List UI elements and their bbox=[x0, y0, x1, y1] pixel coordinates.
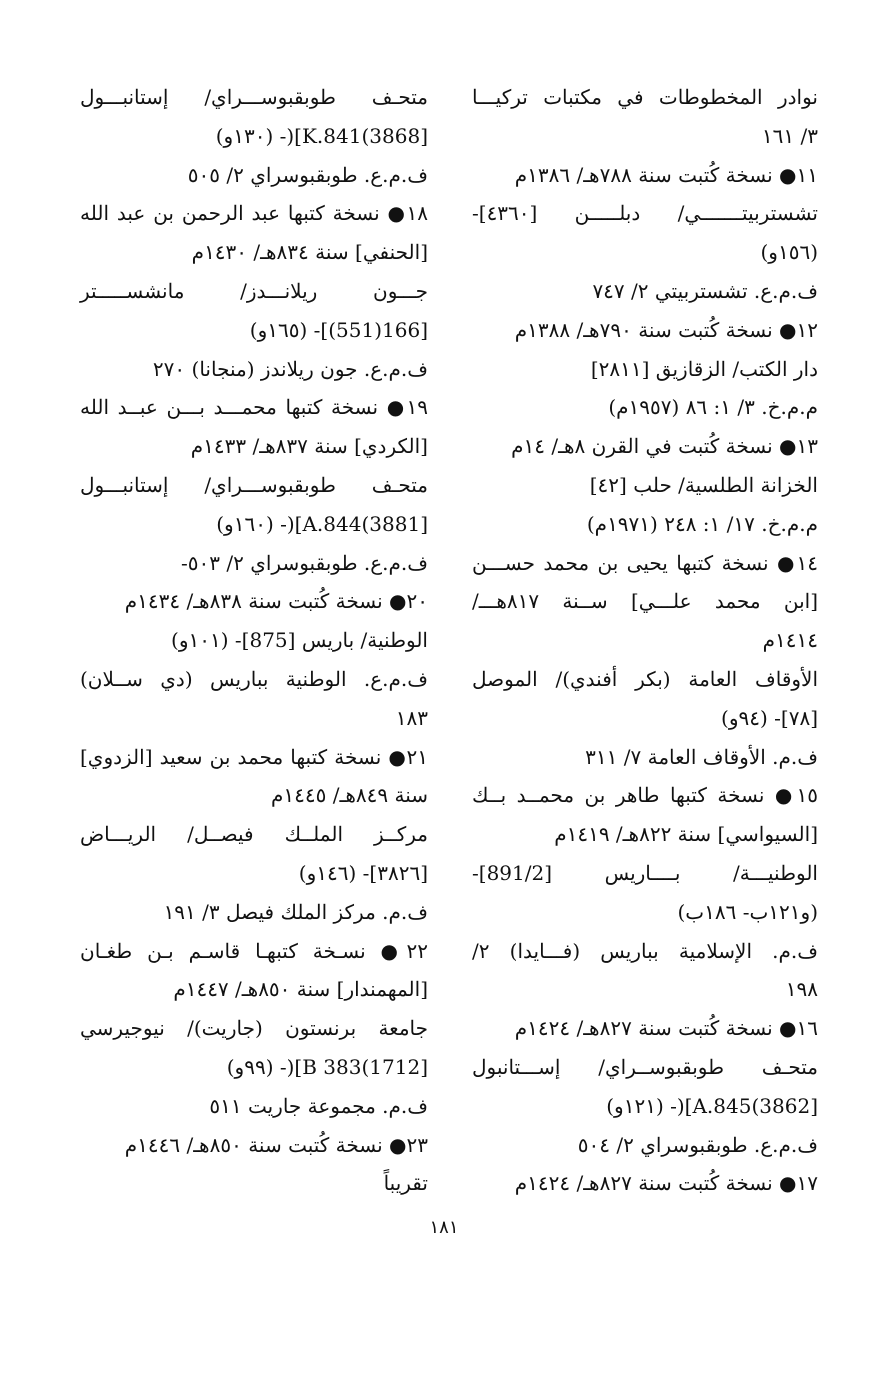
text-line: ف.م. الإسلامية بباريس (فـــايدا) ٢/ bbox=[472, 938, 818, 963]
text-line: ١٥● نسخة كتبها طاهر بن محمــد بــك bbox=[472, 783, 818, 808]
text-line: ٢٢● نسـخة كتبهـا قاسـم بـن طغـان bbox=[80, 938, 428, 963]
text-line: م.م.خ. ٣/ ١: ٨٦ (١٩٥٧م) bbox=[608, 395, 818, 420]
text-line: (١٥٦و) bbox=[760, 240, 818, 265]
text-line: دار الكتب/ الزقازيق [٢٨١١] bbox=[590, 356, 818, 381]
text-line: ١٨● نسخة كتبها عبد الرحمن بن عبد الله bbox=[80, 201, 428, 226]
text-line: ١٣● نسخة كُتبت في القرن ٨هـ/ ١٤م bbox=[511, 434, 818, 459]
text-line: ١٧● نسخة كُتبت سنة ٨٢٧هـ/ ١٤٢٤م bbox=[514, 1171, 818, 1196]
text-line: مركــز الملــك فيصــل/ الريـــاض bbox=[80, 822, 428, 847]
text-line: الأوقاف العامة (بكر أفندي)/ الموصل bbox=[472, 666, 818, 691]
text-line: ف.م.ع. الوطنية بباريس (دي ســلان) bbox=[80, 666, 428, 691]
text-line: الوطنيـــة/ بــــاريس [891/2]- bbox=[472, 860, 818, 885]
text-line: [3868)K.841](- (١٣٠و) bbox=[215, 123, 428, 148]
text-line: الخزانة الطلسية/ حلب [٤٢] bbox=[589, 472, 818, 497]
text-line: نوادر المخطوطات في مكتبات تركيـــا bbox=[472, 85, 818, 109]
text-line: ف.م. مجموعة جاريت ٥١١ bbox=[209, 1093, 428, 1118]
text-line: ٢١● نسخة كتبها محمد بن سعيد [الزدوي] bbox=[80, 744, 428, 769]
text-line: ف.م.ع. طوبقبوسراي ٢/ ٥٠٥ bbox=[187, 162, 428, 187]
text-line: [المهمندار] سنة ٨٥٠هـ/ ١٤٤٧م bbox=[173, 977, 428, 1002]
text-line: ١١● نسخة كُتبت سنة ٧٨٨هـ/ ١٣٨٦م bbox=[514, 162, 818, 187]
right-column bbox=[472, 78, 818, 1203]
text-line: جامعة برنستون (جاريت)/ نيوجيرسي bbox=[80, 1016, 428, 1041]
text-line: الوطنية/ باريس [875]- (١٠١و) bbox=[171, 628, 428, 653]
text-line: ٢٣● نسخة كُتبت سنة ٨٥٠هـ/ ١٤٤٦م bbox=[124, 1132, 428, 1157]
text-line: [166(551)]- (١٦٥و) bbox=[249, 317, 428, 342]
text-line: ١٤● نسخة كتبها يحيى بن محمد حســـن bbox=[472, 550, 818, 575]
text-line: سنة ٨٤٩هـ/ ١٤٤٥م bbox=[271, 783, 428, 808]
text-line: ف.م. الأوقاف العامة ٧/ ٣١١ bbox=[585, 744, 818, 769]
text-line: [الكردي] سنة ٨٣٧هـ/ ١٤٣٣م bbox=[190, 434, 428, 459]
text-line: [3881)A.844](- (١٦٠و) bbox=[216, 511, 428, 536]
text-line: ٢٠● نسخة كُتبت سنة ٨٣٨هـ/ ١٤٣٤م bbox=[124, 589, 428, 614]
text-line: تقريباً bbox=[383, 1171, 428, 1196]
text-line: ١٨٣ bbox=[395, 705, 428, 730]
text-line: [السيواسي] سنة ٨٢٢هـ/ ١٤١٩م bbox=[554, 822, 818, 847]
text-line: متحـف طوبقبوســـراي/ إستانبـــول bbox=[80, 85, 428, 109]
page-number: ١٨١ bbox=[429, 1217, 459, 1238]
text-line: [3862)A.845](- (١٢١و) bbox=[606, 1093, 818, 1118]
text-line: م.م.خ. ١٧/ ١: ٢٤٨ (١٩٧١م) bbox=[586, 511, 818, 536]
text-line: [٣٨٢٦]- (١٤٦و) bbox=[298, 860, 428, 885]
text-line: ١٤١٤م bbox=[762, 628, 818, 653]
text-line: ١٩٨ bbox=[785, 977, 818, 1002]
text-line: ف.م.ع. طوبقبوسراي ٢/ ٥٠٤ bbox=[577, 1132, 818, 1157]
text-line: (و١٢١ب- ١٨٦ب) bbox=[677, 899, 818, 924]
text-line: ف.م.ع. جون ريلاندز (منجانا) ٢٧٠ bbox=[152, 356, 428, 381]
text-line: [٧٨]- (٩٤و) bbox=[721, 705, 818, 730]
text-line: ف.م. مركز الملك فيصل ٣/ ١٩١ bbox=[163, 899, 428, 924]
text-line: ف.م.ع. تشستربيتي ٢/ ٧٤٧ bbox=[592, 278, 818, 303]
text-line: [1712)383 B](- (٩٩و) bbox=[226, 1054, 428, 1079]
text-line: [الحنفي] سنة ٨٣٤هـ/ ١٤٣٠م bbox=[191, 240, 428, 265]
text-line: متحـف طوبقبوســراي/ إســـتانبول bbox=[472, 1054, 818, 1079]
text-line: ١٦● نسخة كُتبت سنة ٨٢٧هـ/ ١٤٢٤م bbox=[514, 1016, 818, 1041]
text-line: جـــون ريلانـــدز/ مانشســـــتر bbox=[80, 278, 428, 303]
text-line: ١٩● نسخة كتبها محمـــد بـــن عبــد الله bbox=[80, 395, 428, 420]
text-line: ٣/ ١٦١ bbox=[761, 123, 818, 148]
text-line: متحـف طوبقبوســـراي/ إستانبـــول bbox=[80, 472, 428, 497]
left-column bbox=[80, 78, 428, 1203]
text-line: [ابن محمد علـــي] ســنة ٨١٧هـــ/ bbox=[472, 589, 818, 614]
text-line: ١٢● نسخة كُتبت سنة ٧٩٠هـ/ ١٣٨٨م bbox=[514, 317, 818, 342]
text-line: ف.م.ع. طوبقبوسراي ٢/ ٥٠٣- bbox=[181, 550, 428, 575]
text-line: تشستربيتـــــــي/ دبلـــــن [٤٣٦٠]- bbox=[472, 201, 818, 226]
